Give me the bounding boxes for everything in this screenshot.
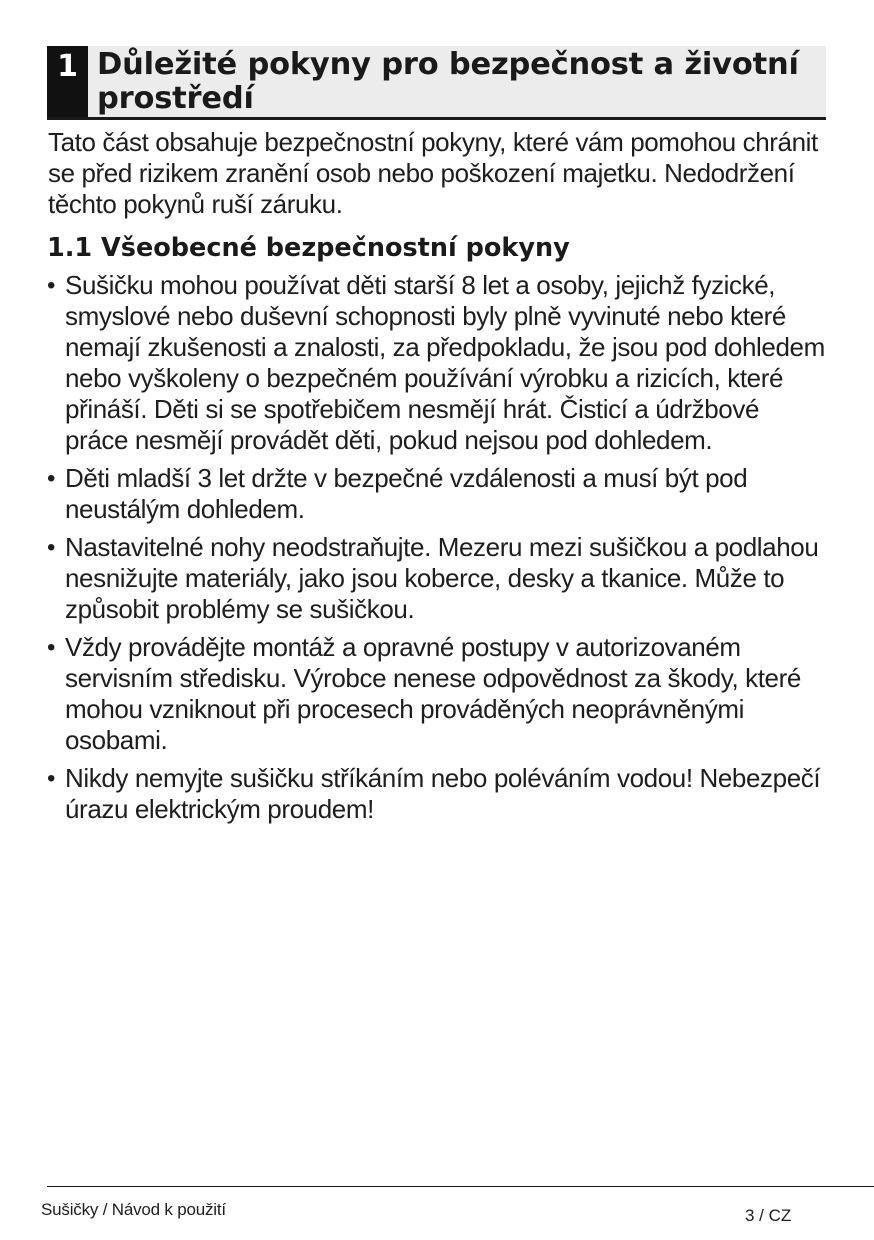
chapter-title: Důležité pokyny pro bezpečnost a životní prostředí: [97, 47, 799, 116]
list-item: [47, 532, 827, 625]
intro-paragraph: Tato část obsahuje bezpečnostní pokyny, které vám pomohou chránit se před rizikem zranění osob nebo poškození majetku. Nedodržení těchto pokynů ruší záruku.: [48, 127, 818, 219]
list-item-text: Nastavitelné nohy neodstraňujte. Mezeru mezi sušičkou a podlahou nesnižujte materiály, jako jsou koberce, desky a tkanice. Může to způsobit problémy se sušičkou.: [65, 532, 819, 624]
bullet-icon: •: [47, 765, 56, 792]
list-item-text: Vždy provádějte montáž a opravné postupy v autorizovaném servisním středisku. Výrobce nenese odpovědnost za škody, které mohou vzniknout při procesech prováděných neoprávněnými osobami.: [65, 632, 801, 755]
chapter-header: [47, 46, 826, 120]
bullet-icon: •: [47, 272, 56, 299]
list-item: [47, 463, 827, 525]
section-title: 1.1 Všeobecné bezpečnostní pokyny: [47, 233, 570, 263]
footer-document-title: Sušičky / Návod k použití: [41, 1200, 226, 1219]
list-item: [47, 763, 827, 825]
footer-divider: [47, 1186, 874, 1187]
safety-instructions-list: [47, 270, 827, 832]
list-item: [47, 270, 827, 456]
list-item-text: Nikdy nemyjte sušičku stříkáním nebo poléváním vodou! Nebezpečí úrazu elektrickým proudem!: [65, 763, 821, 824]
list-item-text: Sušičku mohou používat děti starší 8 let a osoby, jejichž fyzické, smyslové nebo duševní schopnosti byly plně vyvinuté nebo které nemají zkušenosti a znalosti, za předpokladu, že jsou pod dohledem nebo vyškoleny o bezpečném používání výrobku a rizicích, které přináší. Děti si se spotřebičem nesmějí hrát. Čisticí a údržbové práce nesmějí provádět děti, pokud nejsou pod dohledem.: [65, 270, 825, 455]
bullet-icon: •: [47, 465, 56, 492]
chapter-number: 1: [47, 46, 88, 117]
list-item: [47, 632, 827, 756]
list-item-text: Děti mladší 3 let držte v bezpečné vzdálenosti a musí být pod neustálým dohledem.: [65, 463, 748, 524]
bullet-icon: •: [47, 534, 56, 561]
bullet-icon: •: [47, 634, 56, 661]
page-number: 3 / CZ: [745, 1206, 792, 1225]
